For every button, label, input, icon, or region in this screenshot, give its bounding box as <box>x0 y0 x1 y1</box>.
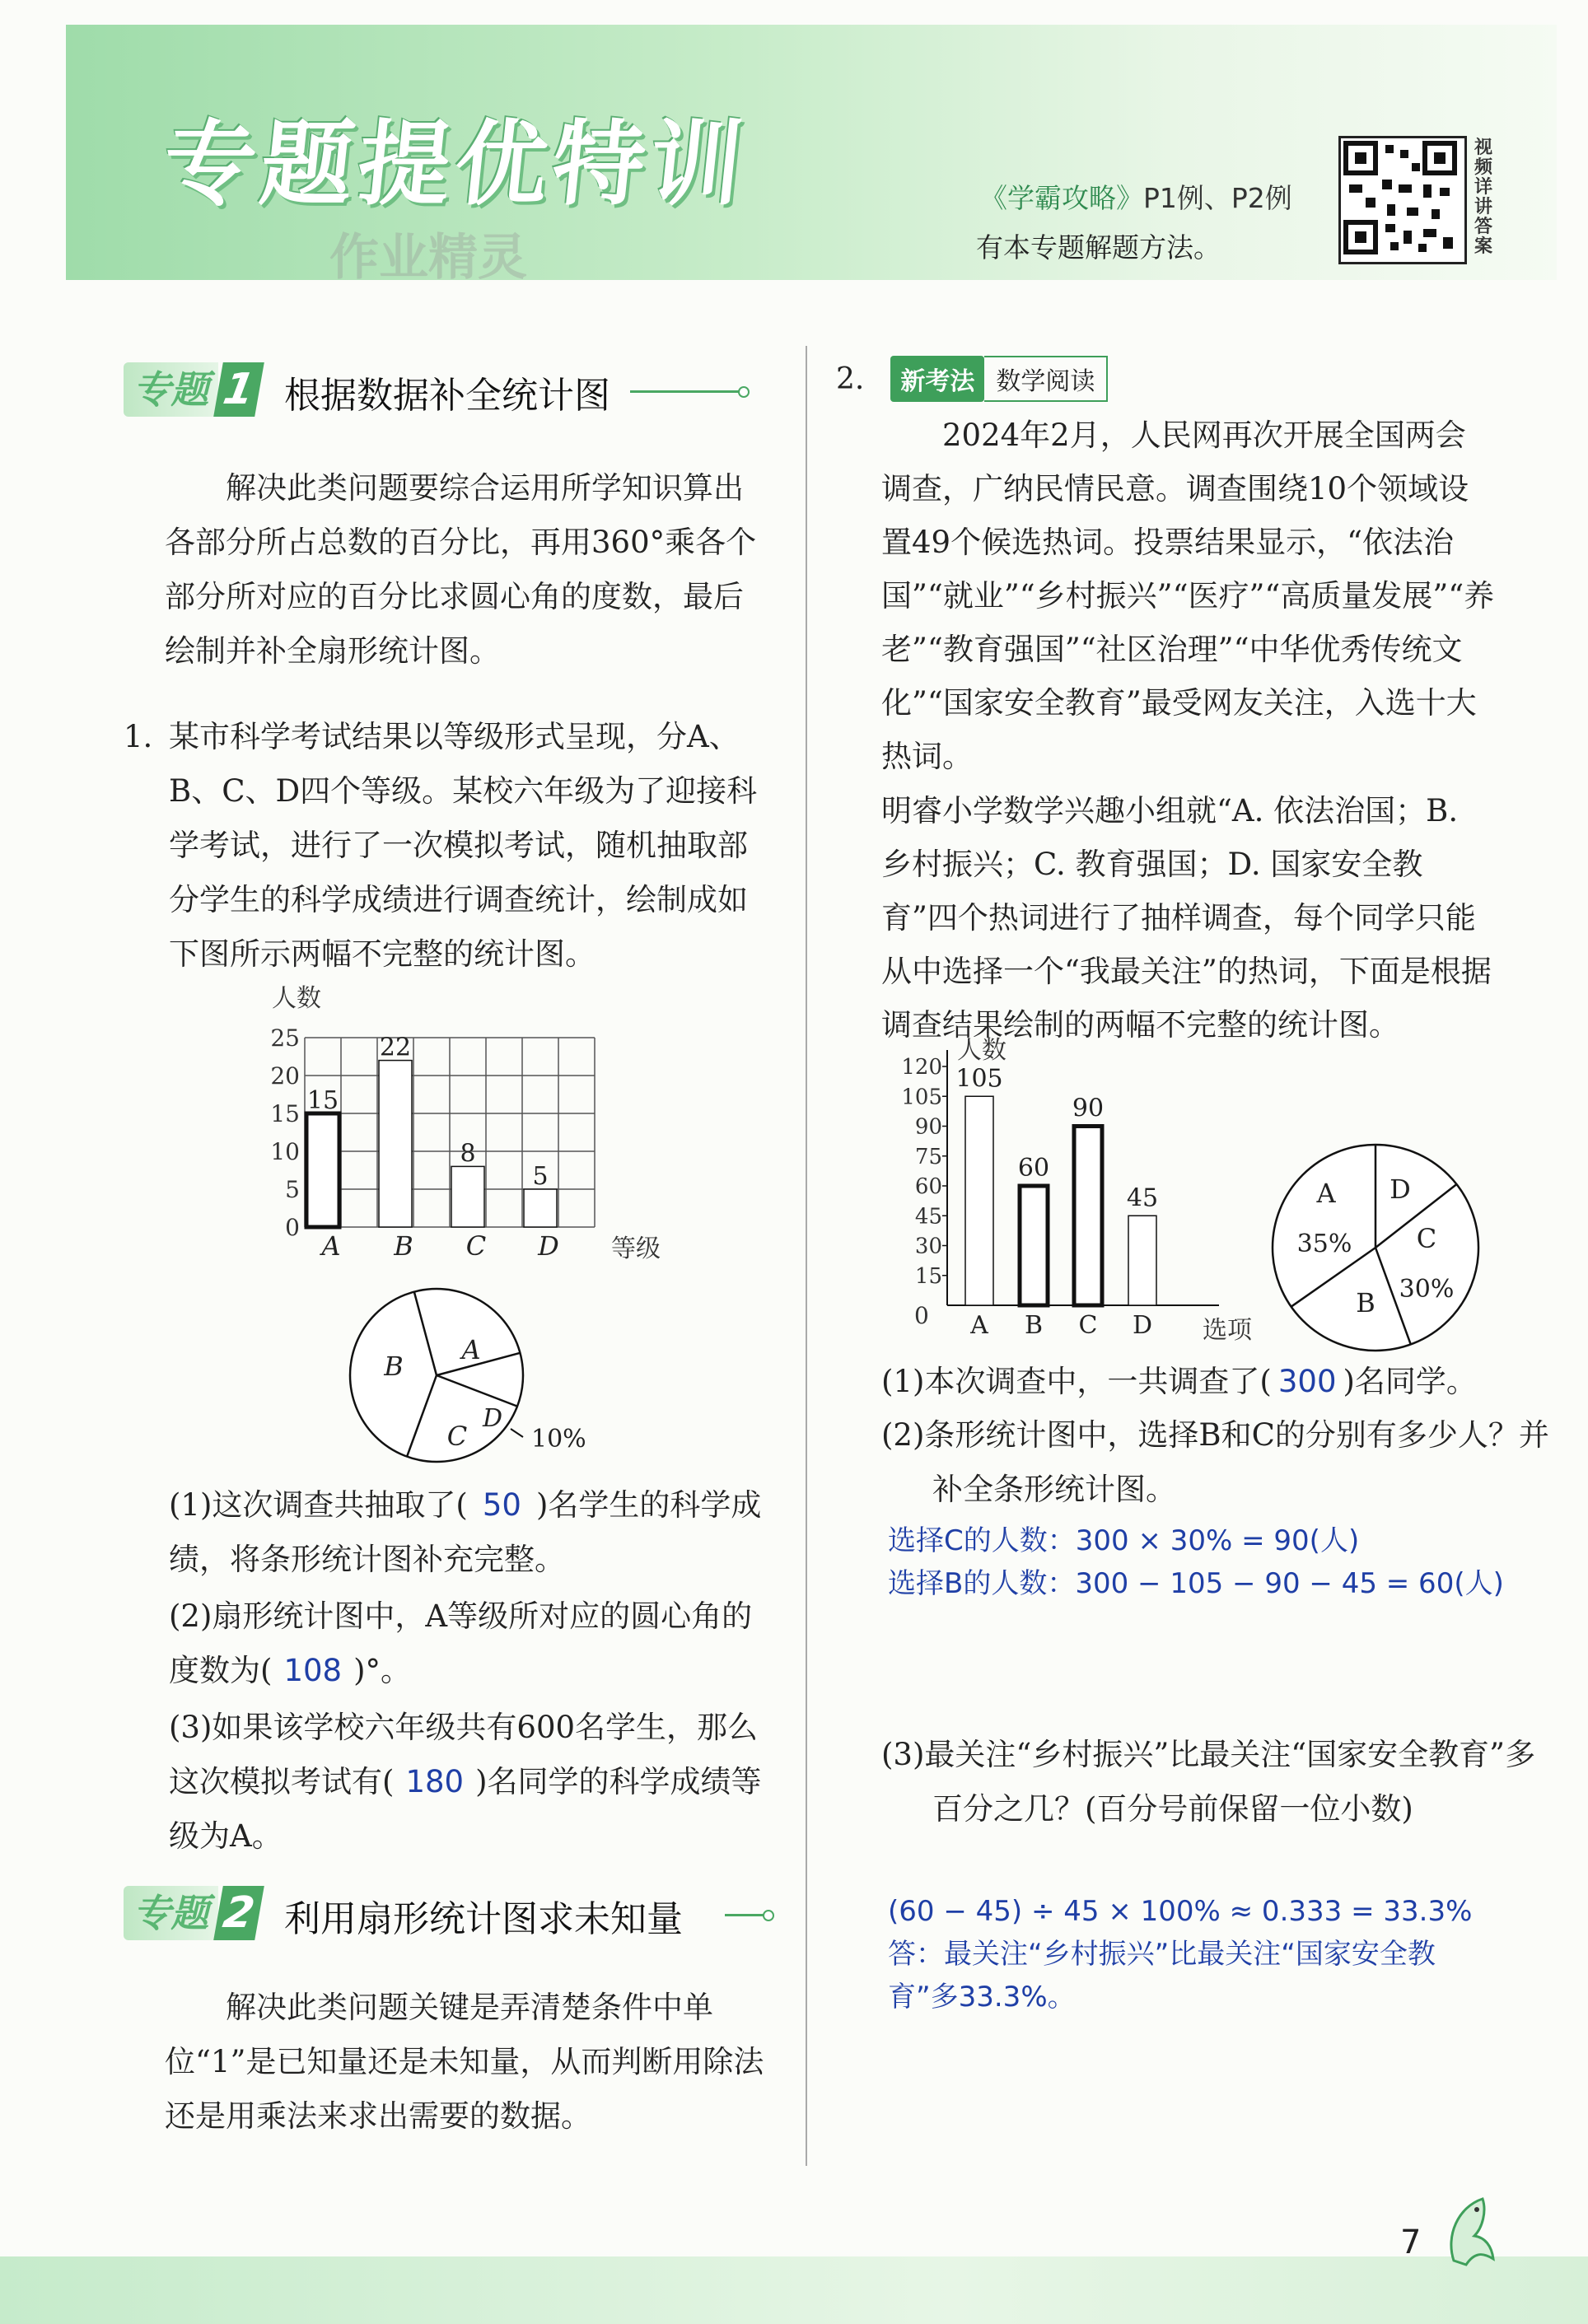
y-tick-label: 45 <box>914 1204 942 1230</box>
dolphin-icon <box>1437 2186 1503 2277</box>
y-tick-label: 60 <box>914 1174 942 1199</box>
topic-number: 2 <box>213 1886 264 1940</box>
pie-label-C: C <box>446 1421 468 1452</box>
question-number: 1. <box>124 719 153 754</box>
qr-code[interactable] <box>1338 136 1467 264</box>
pie-label-C: C <box>1416 1223 1437 1254</box>
q2-sub3-work-line3: 育”多33.3%。 <box>888 1981 1076 2014</box>
heading-rule <box>725 1914 766 1916</box>
q1-sub2-text-end: )°。 <box>353 1653 411 1688</box>
bar-A <box>306 1113 339 1227</box>
y-tick-label: 25 <box>270 1024 300 1052</box>
q2-sub1 <box>881 1355 1507 1409</box>
q2-sub2: (2)条形统计图中，选择B和C的分别有多少人？并补全条形统计图。 <box>881 1417 1549 1507</box>
bar-D <box>1128 1216 1156 1305</box>
y-tick-label: 20 <box>270 1062 300 1090</box>
question-2-header <box>836 356 1108 402</box>
bar-B <box>1020 1186 1048 1305</box>
pie-label-D: D <box>482 1404 503 1433</box>
question-1 <box>124 710 774 982</box>
q1-sub3-text: (3)如果该学校六年级共有600名学生，那么这次模拟考试有( <box>169 1710 759 1799</box>
heading-rule <box>630 390 741 393</box>
topic-name: 根据数据补全统计图 <box>284 375 610 417</box>
y-tick-label: 75 <box>914 1144 942 1169</box>
bar-C <box>1074 1127 1102 1306</box>
origin-label: 0 <box>914 1302 929 1329</box>
bar-value-label: 105 <box>955 1064 1003 1094</box>
q1-sub1-answer: 50 <box>482 1487 521 1523</box>
x-tick-label: D <box>538 1230 559 1262</box>
page-number: 7 <box>1400 2224 1422 2261</box>
qr-caption: 视频详讲答案 <box>1474 138 1492 257</box>
bar-value-label: 45 <box>1126 1183 1159 1213</box>
x-tick-label: D <box>1132 1311 1153 1340</box>
topic-badge: 专题 <box>124 1886 218 1940</box>
bar-value-label: 90 <box>1072 1094 1105 1123</box>
y-tick-label: 0 <box>285 1214 300 1241</box>
pie-label-A: A <box>461 1334 481 1365</box>
new-method-tag: 新考法 <box>890 356 984 402</box>
q2-sub2-work-line1: 选择C的人数：300 × 30% = 90(人) <box>888 1524 1360 1557</box>
y-tick-label: 105 <box>901 1085 942 1110</box>
q2-sub3-work-line1: (60 − 45) ÷ 45 × 100% ≈ 0.333 = 33.3% <box>888 1895 1473 1928</box>
y-tick-label: 30 <box>914 1234 942 1259</box>
topic-name: 利用扇形统计图求未知量 <box>284 1898 683 1940</box>
bar-value-label: 8 <box>460 1139 476 1169</box>
pie-label-B: B <box>1356 1287 1375 1318</box>
q1-sub3-text-end: )名同学的科学成绩等级为A。 <box>169 1764 762 1854</box>
tag-topic: 数学阅读 <box>984 356 1108 402</box>
topic-2-heading <box>124 1886 782 1950</box>
y-tick-label: 90 <box>914 1114 942 1140</box>
pie-percent-label-A: 35% <box>1296 1230 1352 1258</box>
y-tick-label: 120 <box>901 1055 942 1080</box>
pie-label-A: A <box>1316 1178 1336 1209</box>
q1-sub3-answer: 180 <box>405 1764 465 1799</box>
x-axis-label: 等级 <box>611 1234 661 1263</box>
question-1-stem: 某市科学考试结果以等级形式呈现，分A、B、C、D四个等级。某校六年级为了迎接科学考试，进行了一次模拟考试，随机抽取部分学生的科学成绩进行调查统计，绘制成如下图所示两幅不完整的统计图。 <box>169 719 758 972</box>
q1-sub1-text: (1)这次调查共抽取了( <box>169 1487 468 1523</box>
q2-bar-chart <box>881 1036 1252 1346</box>
y-tick-label: 15 <box>270 1100 300 1127</box>
pie-leader-line <box>511 1429 523 1437</box>
pie-label-D: D <box>1390 1174 1411 1205</box>
reference-line <box>980 177 1292 216</box>
question-number: 2. <box>836 362 865 396</box>
y-axis-label: 人数 <box>272 984 321 1013</box>
q1-sub1-text-end: )名学生的科学成绩，将条形统计图补充完整。 <box>169 1487 762 1577</box>
pie-chart-slices <box>1273 1145 1478 1351</box>
q2-sub3-work-line2: 答：最关注“乡村振兴”比最关注“国家安全教 <box>888 1938 1436 1971</box>
q1-sub2-text: (2)扇形统计图中，A等级所对应的圆心角的度数为( <box>169 1598 753 1688</box>
q2-sub1-text: (1)本次调查中，一共调查了( <box>881 1364 1272 1399</box>
pie-percent-label: 10% <box>531 1425 586 1454</box>
x-tick-label: B <box>394 1230 413 1262</box>
q1-sub1 <box>169 1478 778 1587</box>
q2-passage: 2024年2月，人民网再次开展全国两会调查，广纳民情民意。调查围绕10个领域设置49个候选热词。投票结果显示，“依法治国”“就业”“乡村振兴”“医疗”“高质量发展”“养老”“教育强国”“社区治理”“中华优秀传统文化”“国家安全教育”最受网友关注，入选十大热词。 <box>881 418 1495 774</box>
q1-sub3 <box>169 1701 778 1864</box>
topic-1-heading <box>124 362 782 427</box>
bar-value-label: 5 <box>532 1162 549 1191</box>
reference-pages: P1例、P2例 <box>1143 182 1292 214</box>
reference-note: 有本专题解题方法。 <box>976 231 1221 264</box>
q1-pie-chart <box>346 1281 626 1478</box>
pie-percent-label-C: 30% <box>1399 1275 1455 1304</box>
topic-number: 1 <box>213 362 264 417</box>
pie-label-B: B <box>384 1351 404 1382</box>
bar-value-label: 15 <box>306 1086 339 1115</box>
x-tick-label: C <box>465 1230 487 1262</box>
reference-book: 《学霸攻略》 <box>980 182 1143 214</box>
bar-chart-bars <box>306 1061 557 1227</box>
y-tick-label: 15 <box>914 1263 942 1289</box>
q2-sub2-work-line2: 选择B的人数：300 − 105 − 90 − 45 = 60(人) <box>888 1567 1504 1600</box>
x-tick-label: A <box>970 1311 988 1340</box>
pie-chart-slices <box>350 1289 586 1462</box>
q2-sub1-answer: 300 <box>1277 1364 1337 1399</box>
page-title: 专题提优特训 <box>158 111 753 218</box>
footer-band <box>0 2256 1588 2324</box>
y-tick-label: 10 <box>270 1138 300 1165</box>
q1-sub2 <box>169 1589 778 1698</box>
topic-badge: 专题 <box>124 362 218 417</box>
q2-task: 明睿小学数学兴趣小组就“A. 依法治国；B. 乡村振兴；C. 教育强国；D. 国家安全教育”四个热词进行了抽样调查，每个同学只能从中选择一个“我最关注”的热词，下面是根据调查结果绘制的两幅不完整的统计图。 <box>881 793 1492 1043</box>
q2-sub1-text-end: )名同学。 <box>1343 1364 1477 1399</box>
bar-D <box>524 1189 557 1227</box>
watermark: 作业精灵 <box>329 229 527 287</box>
bar-A <box>965 1096 993 1305</box>
x-tick-label: A <box>321 1230 341 1262</box>
q2-pie-chart <box>1260 1141 1491 1355</box>
bar-value-label: 22 <box>379 1033 412 1062</box>
q2-sub3: (3)最关注“乡村振兴”比最关注“国家安全教育”多百分之几？(百分号前保留一位小数) <box>881 1737 1536 1827</box>
bar-B <box>379 1061 412 1227</box>
q1-bar-chart <box>255 984 684 1285</box>
column-divider <box>806 346 807 2166</box>
bar-C <box>451 1166 484 1227</box>
y-axis-label: 人数 <box>957 1036 1007 1065</box>
x-tick-label: B <box>1024 1311 1044 1340</box>
topic-1-intro: 解决此类问题要综合运用所学知识算出各部分所占总数的百分比，再用360°乘各个部分所对应的百分比求圆心角的度数，最后绘制并补全扇形统计图。 <box>165 470 757 669</box>
x-axis-label: 选项 <box>1203 1316 1252 1345</box>
q1-sub2-answer: 108 <box>283 1653 343 1688</box>
y-tick-label: 5 <box>285 1176 300 1203</box>
bar-value-label: 60 <box>1017 1154 1050 1183</box>
x-tick-label: C <box>1078 1311 1098 1340</box>
question-1-stem-row <box>124 710 774 982</box>
topic-2-intro: 解决此类问题关键是弄清楚条件中单位“1”是已知量还是未知量，从而判断用除法还是用乘法来求出需要的数据。 <box>165 1990 764 2134</box>
